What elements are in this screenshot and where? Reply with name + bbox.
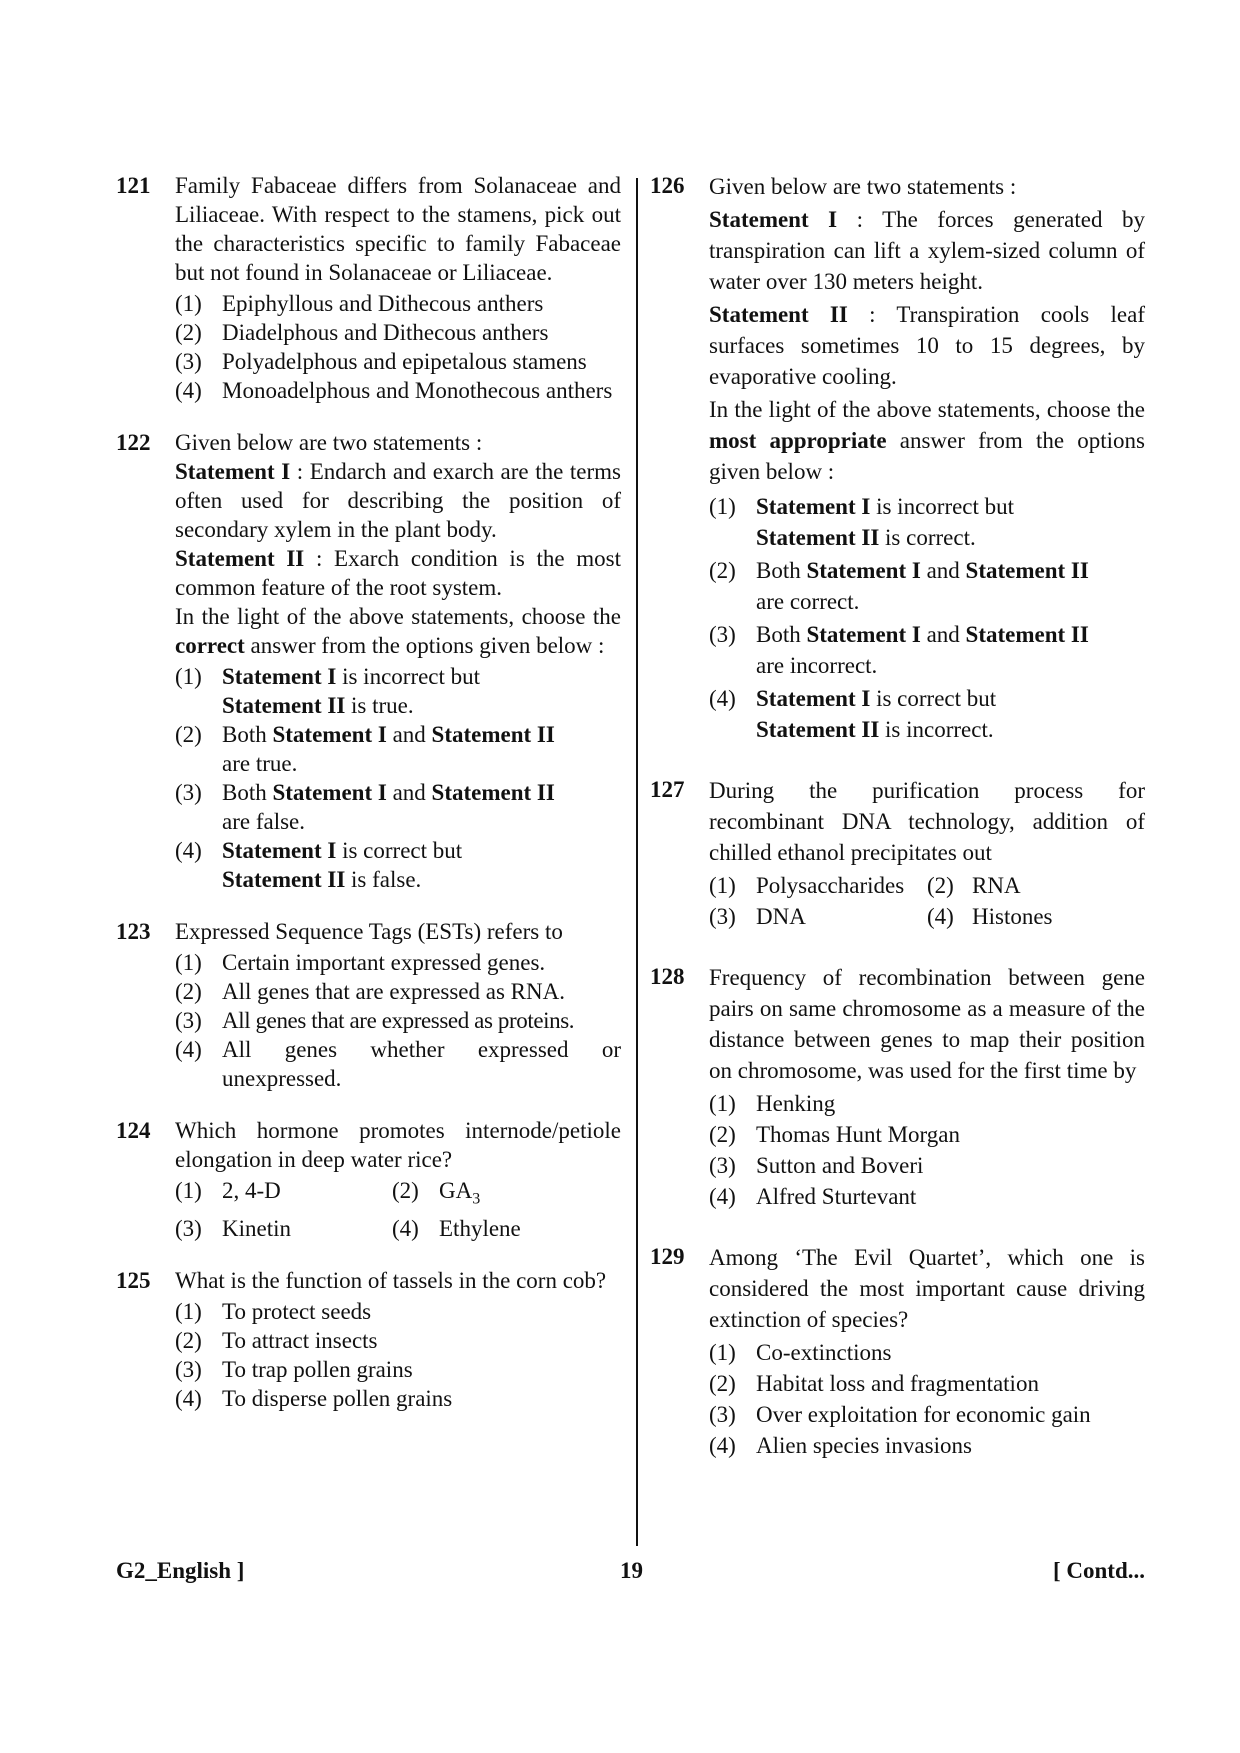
option-text: Henking	[756, 1091, 836, 1116]
question-lead: Given below are two statements :	[175, 430, 483, 455]
option-text: Co-extinctions	[756, 1340, 892, 1365]
option-text: and	[920, 622, 966, 647]
option-text: DNA	[756, 904, 806, 929]
option-text: Ethylene	[439, 1215, 521, 1241]
option-bold: Statement II	[222, 867, 346, 892]
option-3[interactable]	[709, 1399, 1145, 1430]
option-text: 2, 4-D	[222, 1178, 281, 1203]
option-text: All genes that are expressed as proteins.	[222, 1008, 575, 1033]
question-number: 125	[116, 1267, 151, 1293]
option-number: (4)	[175, 1037, 202, 1062]
option-4[interactable]	[927, 901, 1145, 932]
question-text: Family Fabaceae differs from Solanaceae and Liliaceae. With respect to the stamens, pick out the characteristics specific to family Fabaceae but not found in Solanaceae or Liliaceae.	[175, 173, 621, 285]
option-bold: Statement I	[222, 664, 337, 689]
question-number: 123	[116, 919, 151, 944]
option-text: Histones	[972, 904, 1053, 929]
options	[175, 1176, 621, 1243]
option-3[interactable]	[709, 901, 927, 932]
statement-1	[175, 457, 621, 544]
option-3[interactable]	[175, 778, 621, 836]
option-bold: Statement II	[965, 622, 1089, 647]
option-number: (1)	[175, 950, 202, 975]
option-2[interactable]	[927, 870, 1145, 901]
statement-text: : The forces generated by transpiration can lift a xylem-sized column of water over 130 meters height.	[709, 207, 1145, 294]
option-2[interactable]	[709, 1368, 1145, 1399]
ask-text: In the light of the above statements, choose the	[175, 604, 621, 629]
option-text: Both	[756, 622, 807, 647]
option-text: Certain important expressed genes.	[222, 950, 546, 975]
option-4[interactable]	[175, 836, 621, 894]
statement-label: Statement I	[709, 207, 838, 232]
option-number: (2)	[175, 320, 202, 345]
option-2[interactable]	[175, 720, 621, 778]
option-text: To protect seeds	[222, 1298, 372, 1324]
option-text: and	[386, 780, 432, 805]
option-3[interactable]	[175, 1214, 392, 1243]
option-bold: Statement II	[222, 693, 346, 718]
option-number: (4)	[709, 1433, 736, 1458]
option-1[interactable]	[709, 1088, 1145, 1119]
question-number: 126	[650, 173, 685, 198]
option-text: Alien species invasions	[756, 1433, 972, 1458]
option-4[interactable]	[709, 1181, 1145, 1212]
ask-text: In the light of the above statements, choose the	[709, 397, 1145, 422]
option-4[interactable]	[175, 1384, 621, 1413]
option-bold: Statement II	[431, 780, 555, 805]
question-ask	[709, 394, 1145, 487]
option-2[interactable]	[175, 977, 621, 1006]
question-text: During the purification process for recombinant DNA technology, addition of chilled ethanol precipitates out	[709, 778, 1145, 865]
option-text: To disperse pollen grains	[222, 1385, 453, 1411]
question-129	[650, 1242, 1145, 1461]
question-124	[116, 1116, 621, 1243]
option-text: are true.	[222, 751, 298, 776]
option-number: (1)	[709, 873, 736, 898]
option-text: and	[920, 558, 966, 583]
option-1[interactable]	[709, 1337, 1145, 1368]
option-text: is correct but	[870, 686, 997, 711]
option-number: (4)	[392, 1215, 419, 1241]
ask-emphasis: most appropriate	[709, 428, 887, 453]
option-bold: Statement I	[756, 686, 871, 711]
option-1[interactable]	[709, 491, 1145, 553]
option-number: (3)	[175, 1215, 202, 1241]
option-number: (2)	[392, 1178, 419, 1203]
options	[709, 870, 1145, 932]
option-bold: Statement II	[756, 717, 880, 742]
options	[709, 491, 1145, 745]
option-number: (1)	[709, 494, 736, 519]
question-122	[116, 428, 621, 894]
question-text: What is the function of tassels in the corn cob?	[175, 1267, 607, 1293]
option-number: (3)	[709, 1402, 736, 1427]
option-number: (4)	[927, 904, 954, 929]
option-number: (2)	[709, 1122, 736, 1147]
option-number: (3)	[175, 1008, 202, 1033]
option-1[interactable]	[175, 1297, 621, 1326]
option-text: are incorrect.	[756, 653, 878, 678]
option-text: Sutton and Boveri	[756, 1153, 924, 1178]
option-text: is incorrect but	[870, 494, 1015, 519]
option-number: (3)	[175, 780, 202, 805]
option-number: (1)	[175, 1298, 202, 1324]
question-number: 124	[116, 1118, 151, 1143]
option-bold: Statement I	[272, 780, 387, 805]
options	[175, 948, 621, 1093]
option-bold: Statement I	[806, 622, 921, 647]
question-126	[650, 171, 1145, 745]
statement-2	[709, 299, 1145, 392]
option-2[interactable]	[709, 1119, 1145, 1150]
option-number: (3)	[175, 349, 202, 374]
option-text: is false.	[345, 867, 422, 892]
option-2[interactable]	[175, 318, 621, 347]
question-text: Expressed Sequence Tags (ESTs) refers to	[175, 919, 563, 944]
option-1[interactable]	[175, 948, 621, 977]
statement-label: Statement II	[175, 546, 305, 571]
option-1[interactable]	[175, 1176, 392, 1214]
option-number: (3)	[709, 622, 736, 647]
option-3[interactable]	[709, 619, 1145, 681]
option-number: (1)	[175, 1178, 202, 1203]
option-text: GA	[439, 1178, 473, 1203]
footer-page-number: 19	[620, 1558, 643, 1583]
statement-label: Statement I	[175, 459, 291, 484]
question-text: Among ‘The Evil Quartet’, which one is considered the most important cause driving extinction of species?	[709, 1245, 1145, 1332]
footer-contd: [ Contd...	[1052, 1558, 1145, 1583]
option-text: Over exploitation for economic gain	[756, 1402, 1091, 1427]
option-number: (4)	[709, 1184, 736, 1209]
question-128	[650, 962, 1145, 1212]
option-subscript: 3	[472, 1190, 481, 1208]
statement-2	[175, 544, 621, 602]
option-text: Habitat loss and fragmentation	[756, 1371, 1039, 1396]
question-number: 122	[116, 430, 151, 455]
option-text: All genes that are expressed as RNA.	[222, 979, 565, 1004]
option-3[interactable]	[175, 1355, 621, 1384]
question-ask	[175, 602, 621, 660]
option-text: is incorrect but	[336, 664, 481, 689]
option-number: (2)	[175, 979, 202, 1004]
option-4[interactable]	[175, 1035, 621, 1093]
statement-text: : Transpiration cools leaf surfaces sometimes 10 to 15 degrees, by evaporative cooling.	[709, 302, 1145, 389]
option-text: To trap pollen grains	[222, 1356, 413, 1382]
option-text: Both	[756, 558, 807, 583]
statement-label: Statement II	[709, 302, 848, 327]
option-number: (4)	[175, 378, 202, 403]
option-text: Polyadelphous and epipetalous stamens	[222, 349, 587, 374]
column-divider	[636, 178, 638, 1546]
question-lead: Given below are two statements :	[709, 174, 1017, 199]
option-text: Diadelphous and Dithecous anthers	[222, 320, 549, 345]
options	[175, 1297, 621, 1413]
option-number: (1)	[175, 664, 202, 689]
option-number: (3)	[709, 904, 736, 929]
option-text: Polysaccharides	[756, 873, 905, 898]
option-text: Monoadelphous and Monothecous anthers	[222, 378, 613, 403]
option-number: (2)	[709, 1371, 736, 1396]
option-number: (2)	[709, 558, 736, 583]
option-text: is correct.	[879, 525, 976, 550]
option-4[interactable]	[175, 376, 621, 405]
option-bold: Statement I	[272, 722, 387, 747]
option-3[interactable]	[175, 1006, 621, 1035]
question-125	[116, 1266, 621, 1413]
question-number: 128	[650, 964, 685, 989]
ask-text: answer from the options given below :	[244, 633, 605, 658]
option-text: To attract insects	[222, 1327, 378, 1353]
option-2[interactable]	[392, 1176, 621, 1214]
question-text: Which hormone promotes internode/petiole elongation in deep water rice?	[175, 1118, 621, 1172]
option-4[interactable]	[392, 1214, 621, 1243]
option-number: (3)	[175, 1356, 202, 1382]
option-text: Alfred Sturtevant	[756, 1184, 917, 1209]
option-number: (4)	[175, 1385, 202, 1411]
option-text: Kinetin	[222, 1215, 291, 1241]
options	[709, 1337, 1145, 1461]
option-3[interactable]	[709, 1150, 1145, 1181]
option-4[interactable]	[709, 683, 1145, 745]
option-text: RNA	[972, 873, 1021, 898]
option-1[interactable]	[175, 662, 621, 720]
option-bold: Statement II	[965, 558, 1089, 583]
ask-text: answer from the options given below :	[709, 428, 1145, 484]
option-bold: Statement II	[756, 525, 880, 550]
option-number: (1)	[709, 1091, 736, 1116]
option-1[interactable]	[709, 870, 927, 901]
option-bold: Statement I	[222, 838, 337, 863]
option-text: is true.	[345, 693, 414, 718]
footer-paper-code: G2_English ]	[116, 1558, 245, 1583]
option-number: (2)	[175, 1327, 202, 1353]
option-text: Both	[222, 722, 273, 747]
option-text: Both	[222, 780, 273, 805]
option-number: (1)	[175, 291, 202, 316]
option-bold: Statement I	[756, 494, 871, 519]
statement-1	[709, 204, 1145, 297]
option-text: Thomas Hunt Morgan	[756, 1122, 961, 1147]
options	[175, 662, 621, 894]
option-bold: Statement I	[806, 558, 921, 583]
options	[175, 289, 621, 405]
option-text: Epiphyllous and Dithecous anthers	[222, 291, 544, 316]
option-text: and	[386, 722, 432, 747]
option-2[interactable]	[709, 555, 1145, 617]
right-column	[650, 171, 1145, 1461]
left-column	[116, 171, 621, 1413]
option-1[interactable]	[175, 289, 621, 318]
option-text: All genes whether expressed or unexpressed.	[222, 1037, 621, 1091]
question-number: 121	[116, 173, 151, 198]
question-number: 129	[650, 1244, 685, 1269]
question-123	[116, 917, 621, 1093]
statement-text: : Exarch condition is the most common feature of the root system.	[175, 546, 621, 600]
option-3[interactable]	[175, 347, 621, 376]
options	[709, 1088, 1145, 1212]
question-text: Frequency of recombination between gene pairs on same chromosome as a measure of the distance between genes to map their position on chromosome, was used for the first time by	[709, 965, 1145, 1083]
option-number: (4)	[709, 686, 736, 711]
option-number: (1)	[709, 1340, 736, 1365]
option-text: are false.	[222, 809, 305, 834]
option-number: (4)	[175, 838, 202, 863]
question-number: 127	[650, 777, 685, 802]
statement-text: : Endarch and exarch are the terms often used for describing the position of secondary xylem in the plant body.	[175, 459, 621, 542]
option-4[interactable]	[709, 1430, 1145, 1461]
ask-emphasis: correct	[175, 633, 245, 658]
option-text: is correct but	[336, 838, 463, 863]
option-2[interactable]	[175, 1326, 621, 1355]
option-number: (3)	[709, 1153, 736, 1178]
option-number: (2)	[927, 873, 954, 898]
option-text: are correct.	[756, 589, 860, 614]
option-number: (2)	[175, 722, 202, 747]
option-text: is incorrect.	[879, 717, 994, 742]
option-bold: Statement II	[431, 722, 555, 747]
question-127	[650, 775, 1145, 932]
question-121	[116, 171, 621, 405]
